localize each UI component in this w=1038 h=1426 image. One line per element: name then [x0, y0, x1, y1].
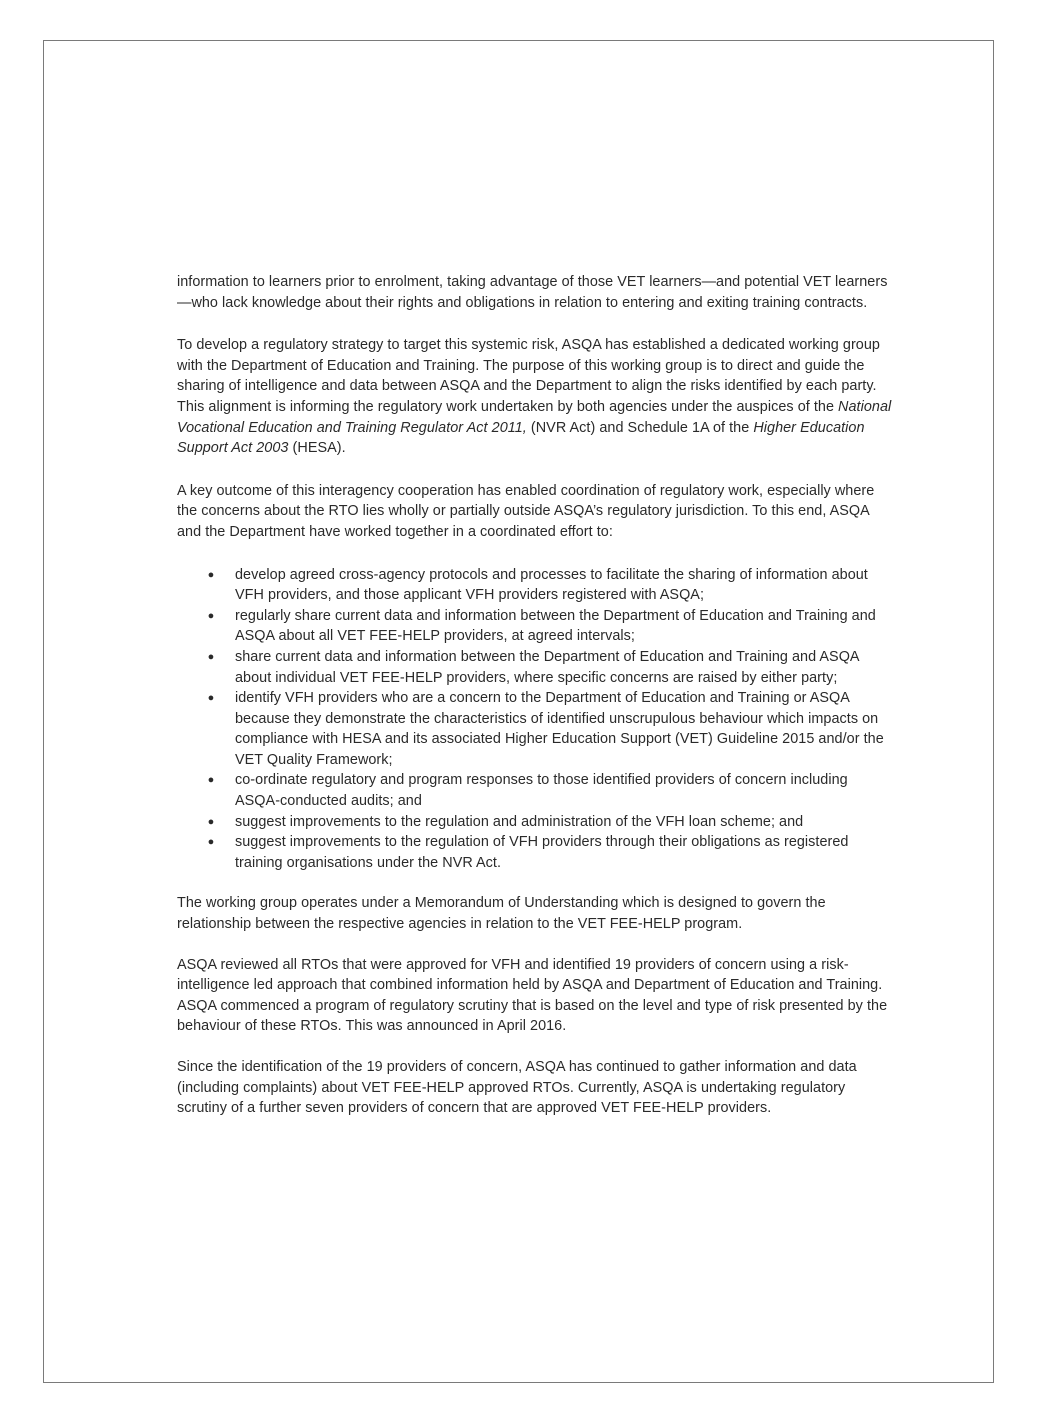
- paragraph-learner-information: information to learners prior to enrolment, taking advantage of those VET learners—and potential VET learners—who lack knowledge about their rights and obligations in relation to entering and exiting training contracts.: [177, 274, 888, 311]
- bullet-icon: ●: [207, 609, 215, 622]
- list-item-text: co-ordinate regulatory and program responses to those identified providers of concern including ASQA-conducted audits; and: [235, 772, 848, 810]
- bullet-icon: ●: [207, 692, 215, 705]
- list-item-text: develop agreed cross-agency protocols and processes to facilitate the sharing of information about VFH providers, and those applicant VFH providers registered with ASQA;: [235, 566, 868, 604]
- bullet-icon: ●: [207, 836, 215, 849]
- nvr-act-title: National Vocational Education and Training Regulator Act 2011,: [177, 398, 892, 436]
- bullet-icon: ●: [207, 815, 215, 828]
- list-item: [207, 606, 893, 647]
- bullet-icon: ●: [207, 650, 215, 663]
- list-item: [207, 647, 893, 688]
- list-item-text: share current data and information between the Department of Education and Training and ASQA about individual VET FEE-HELP providers, where specific concerns are raised by either party;: [235, 648, 859, 686]
- list-item-text: identify VFH providers who are a concern to the Department of Education and Training or ASQA because they demonstrate the characteristics of identified unscrupulous behaviour which impacts on compliance with HESA and its associated Higher Education Support (VET) Guideline 2015 and/or the VET Quality Framework;: [235, 690, 884, 768]
- paragraph-memorandum: The working group operates under a Memorandum of Understanding which is designed to govern the relationship between the respective agencies in relation to the VET FEE-HELP program.: [177, 895, 826, 933]
- paragraph-rto-review: ASQA reviewed all RTOs that were approved for VFH and identified 19 providers of concern using a risk-intelligence led approach that combined information held by ASQA and Department of Education and Training. ASQA commenced a program of regulatory scrutiny that is based on the level and type of risk presented by the behaviour of these RTOs. This was announced in April 2016.: [177, 956, 888, 1035]
- paragraph-working-group-text-b: (NVR Act) and Schedule 1A of the: [526, 419, 754, 436]
- paragraph-interagency-cooperation: A key outcome of this interagency cooperation has enabled coordination of regulatory work, especially where the concerns about the RTO lies wholly or partially outside ASQA’s regulatory jurisdiction. To this end, ASQA and the Department have worked together in a coordinated effort to:: [177, 482, 875, 540]
- document-body: [177, 272, 893, 1119]
- list-item-text: suggest improvements to the regulation of VFH providers through their obligations as registered training organisations under the NVR Act.: [235, 834, 849, 871]
- list-item: [207, 688, 893, 770]
- paragraph-further-scrutiny: Since the identification of the 19 providers of concern, ASQA has continued to gather information and data (including complaints) about VET FEE-HELP approved RTOs. Currently, ASQA is undertaking regulatory scrutiny of a further seven providers of concern that are approved VET FEE-HELP providers.: [177, 1059, 857, 1117]
- list-item: [207, 565, 893, 606]
- paragraph-working-group: [177, 335, 893, 459]
- list-item: [207, 812, 893, 833]
- list-item-text: suggest improvements to the regulation and administration of the VFH loan scheme; and: [235, 813, 804, 830]
- paragraph-working-group-text-a: To develop a regulatory strategy to target this systemic risk, ASQA has established a dedicated working group with the Department of Education and Training. The purpose of this working group is to direct and guide the sharing of intelligence and data between ASQA and the Department to align the risks identified by each party. This alignment is informing the regulatory work undertaken by both agencies under the auspices of the: [177, 337, 880, 415]
- list-item: [207, 832, 893, 873]
- coordinated-effort-list: [177, 565, 893, 874]
- bullet-icon: ●: [207, 568, 215, 581]
- list-item: [207, 770, 893, 811]
- list-item-text: regularly share current data and information between the Department of Education and Training and ASQA about all VET FEE-HELP providers, at agreed intervals;: [235, 607, 876, 645]
- hesa-title: Higher Education Support Act 2003: [177, 419, 865, 457]
- bullet-icon: ●: [207, 774, 215, 787]
- paragraph-working-group-text-c: (HESA).: [288, 440, 346, 457]
